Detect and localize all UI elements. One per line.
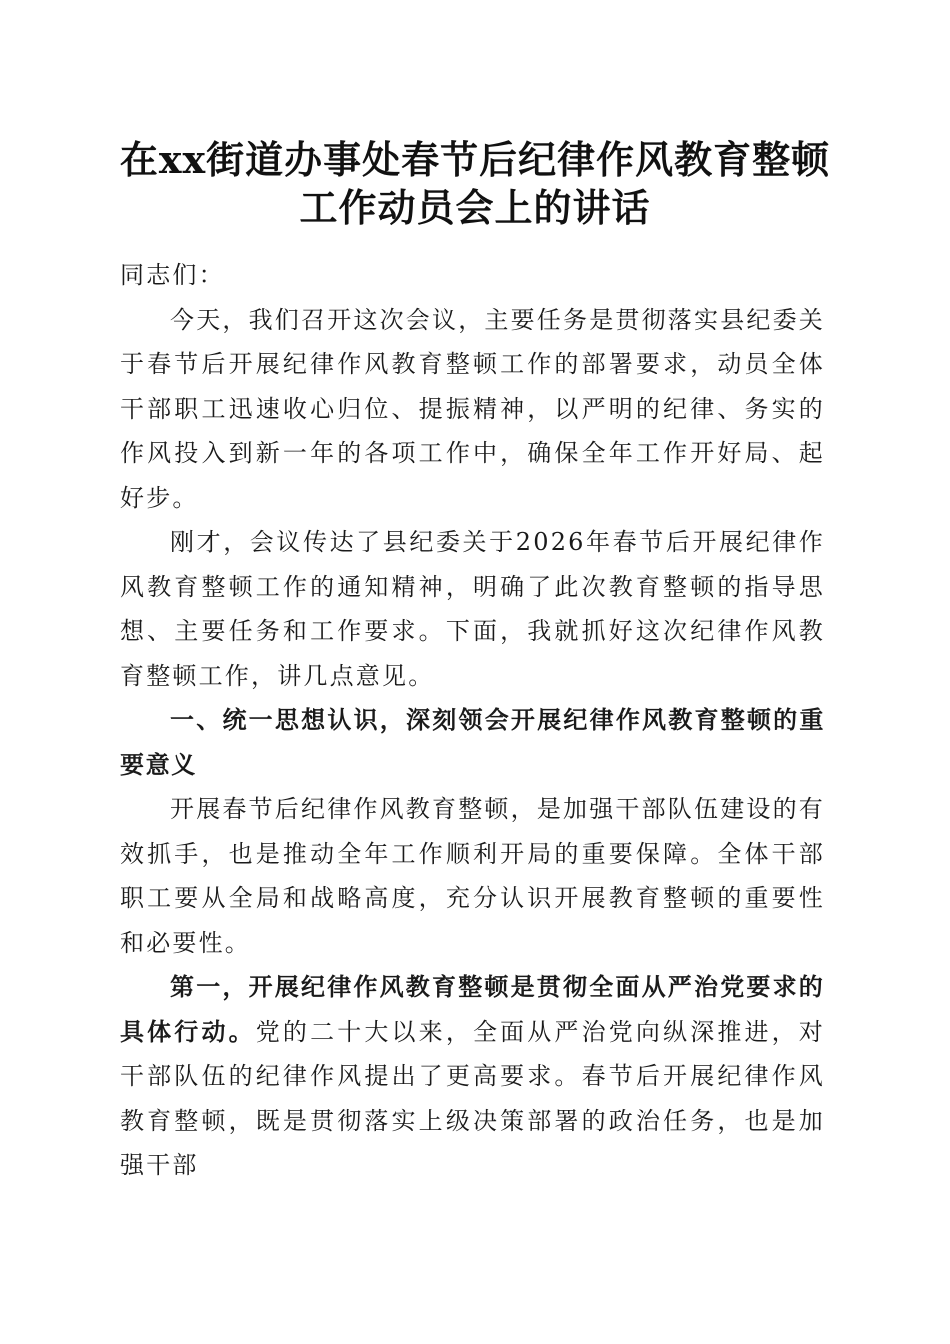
salutation: 同志们： xyxy=(120,261,225,289)
first-point-text: 党的二十大以来，全面从严治党向纵深推进，对干部队伍的纪律作风提出了更高要求。春节后开展纪律作风教育整顿，既是贯彻落实上级决策部署的政治任务，也是加强干部 xyxy=(120,1017,826,1179)
first-point-lead: 第一，开展纪律作风教育整顿是贯彻全面从严治党要求的具体行动。 xyxy=(120,972,825,1046)
section-heading-1: 一、统一思想认识，深刻领会开展纪律作风教育整顿的重要意义 xyxy=(120,706,825,779)
document-title: 在xx街道办事处春节后纪律作风教育整顿工作动员会上的讲话 xyxy=(119,137,831,230)
paragraph-significance: 开展春节后纪律作风教育整顿，是加强干部队伍建设的有效抓手，也是推动全年工作顺利开局的重要保障。全体干部职工要从全局和战略高度，充分认识开展教育整顿的重要性和必要性。 xyxy=(120,795,825,957)
paragraph-notice: 刚才，会议传达了县纪委关于2026年春节后开展纪律作风教育整顿工作的通知精神，明确了此次教育整顿的指导思想、主要任务和工作要求。下面，我就抓好这次纪律作风教育整顿工作，讲几点意见。 xyxy=(120,528,825,690)
paragraph-opening: 今天，我们召开这次会议，主要任务是贯彻落实县纪委关于春节后开展纪律作风教育整顿工作的部署要求，动员全体干部职工迅速收心归位、提振精神，以严明的纪律、务实的作风投入到新一年的各项工作中，确保全年工作开好局、起好步。 xyxy=(120,305,825,512)
paragraph-first-point xyxy=(120,965,825,1188)
document-body xyxy=(120,253,825,1188)
